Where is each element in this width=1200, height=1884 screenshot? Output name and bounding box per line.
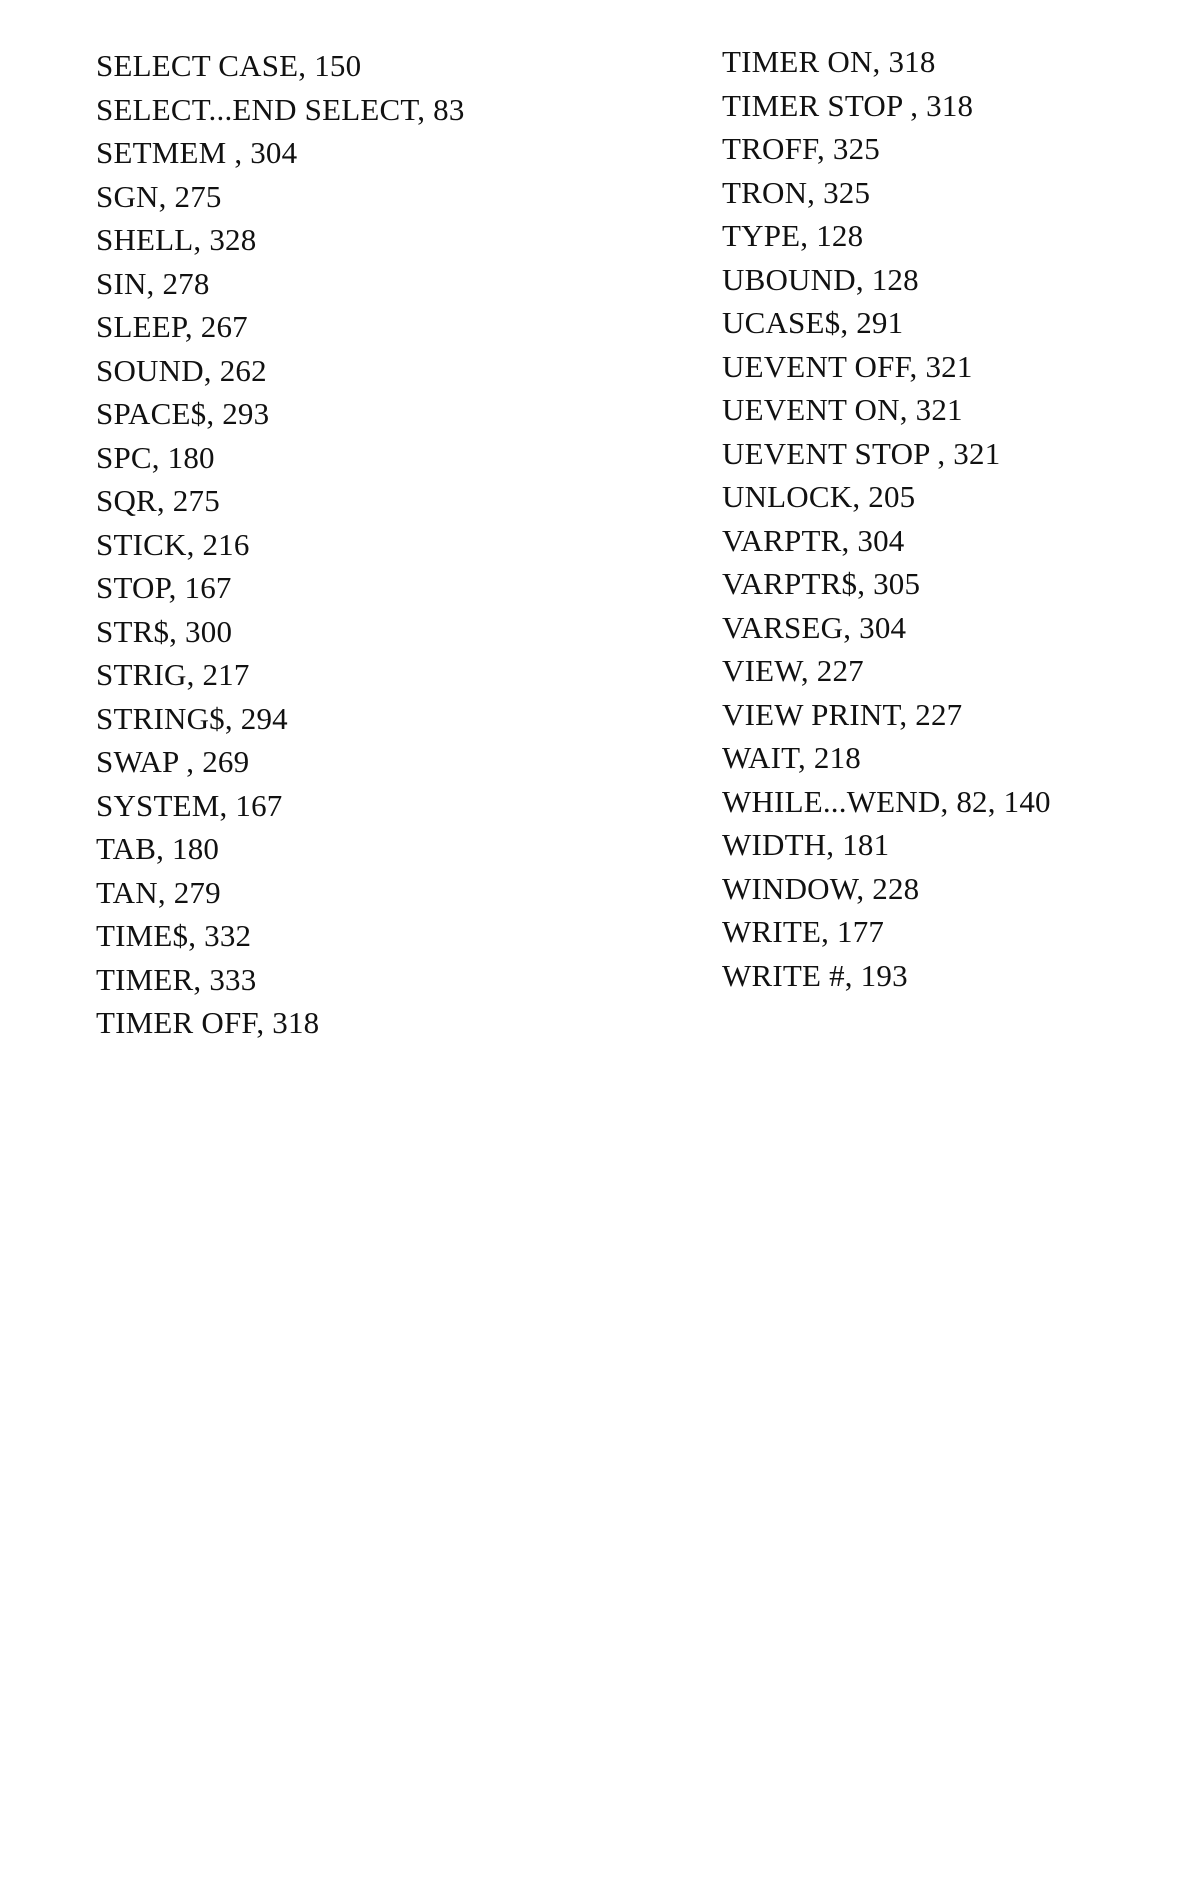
- index-entry: STOP, 167: [96, 570, 232, 605]
- index-entry: SYSTEM, 167: [96, 787, 283, 823]
- index-entry: TROFF, 325: [722, 131, 880, 166]
- index-entry: VARPTR$, 305: [722, 566, 921, 601]
- index-entry: TRON, 325: [722, 174, 871, 210]
- index-entry: STRING$, 294: [96, 700, 288, 736]
- index-right-column: [722, 40, 1051, 997]
- index-entry: SIN, 278: [96, 265, 210, 301]
- index-entry: VIEW PRINT, 227: [722, 696, 963, 732]
- index-entry: TIMER STOP , 318: [722, 87, 974, 123]
- index-entry: WHILE...WEND, 82, 140: [722, 783, 1051, 819]
- index-entry: WAIT, 218: [722, 740, 861, 775]
- index-entry: TIMER, 333: [96, 961, 257, 997]
- index-entry: SLEEP, 267: [96, 309, 248, 344]
- index-entry: WRITE #, 193: [722, 957, 908, 993]
- index-entry: SELECT CASE, 150: [96, 48, 362, 83]
- index-entry: TAB, 180: [96, 831, 220, 866]
- index-entry: SOUND, 262: [96, 352, 267, 388]
- index-entry: STICK, 216: [96, 526, 250, 562]
- index-entry: SWAP , 269: [96, 744, 250, 779]
- index-entry: UCASE$, 291: [722, 305, 904, 340]
- index-entry: SPACE$, 293: [96, 396, 270, 431]
- index-entry: TIMER OFF, 318: [96, 1005, 320, 1040]
- index-entry: SPC, 180: [96, 439, 215, 475]
- index-entry: STRIG, 217: [96, 657, 250, 692]
- index-entry: SELECT...END SELECT, 83: [96, 91, 465, 127]
- index-entry: SQR, 275: [96, 483, 220, 518]
- index-entry: SETMEM , 304: [96, 135, 298, 170]
- index-entry: VIEW, 227: [722, 653, 864, 688]
- index-entry: TIMER ON, 318: [722, 44, 936, 79]
- index-entry: WIDTH, 181: [722, 827, 890, 862]
- index-entry: UNLOCK, 205: [722, 479, 916, 514]
- index-entry: TAN, 279: [96, 874, 221, 910]
- index-entry: VARPTR, 304: [722, 522, 905, 558]
- index-entry: UEVENT OFF, 321: [722, 348, 973, 384]
- index-entry: TYPE, 128: [722, 218, 864, 253]
- index-entry: UEVENT ON, 321: [722, 392, 963, 427]
- index-entry: SGN, 275: [96, 178, 222, 214]
- index-entry: STR$, 300: [96, 613, 233, 649]
- index-entry: WINDOW, 228: [722, 870, 920, 906]
- index-entry: SHELL, 328: [96, 222, 257, 257]
- index-entry: TIME$, 332: [96, 918, 252, 953]
- index-entry: VARSEG, 304: [722, 609, 907, 645]
- index-entry: WRITE, 177: [722, 914, 885, 949]
- index-left-column: [96, 44, 465, 1045]
- index-entry: UBOUND, 128: [722, 261, 919, 297]
- index-entry: UEVENT STOP , 321: [722, 435, 1001, 471]
